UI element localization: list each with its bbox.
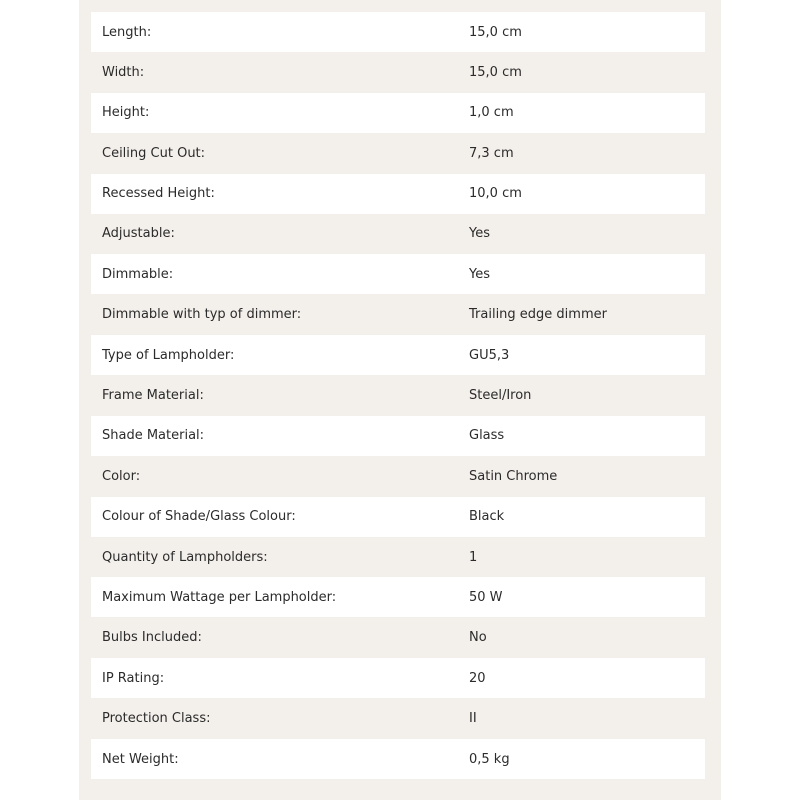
spec-label: Dimmable with typ of dimmer: <box>102 307 302 323</box>
spec-label: Dimmable: <box>102 266 174 282</box>
spec-label: Shade Material: <box>102 428 205 444</box>
spec-row-bulbs-included <box>91 618 705 658</box>
spec-row-protection-class <box>91 699 705 739</box>
spec-label: Adjustable: <box>102 226 175 242</box>
spec-label: Height: <box>102 105 150 121</box>
spec-label: Ceiling Cut Out: <box>102 145 206 161</box>
spec-label: Frame Material: <box>102 388 204 404</box>
spec-label: Net Weight: <box>102 751 179 767</box>
spec-label: Quantity of Lampholders: <box>102 549 268 565</box>
spec-row-length <box>91 12 705 52</box>
spec-value: 15,0 cm <box>469 64 522 80</box>
spec-row-width <box>91 52 705 92</box>
spec-value: 7,3 cm <box>469 145 514 161</box>
spec-label: Colour of Shade/Glass Colour: <box>102 509 296 525</box>
spec-value: 15,0 cm <box>469 24 522 40</box>
spec-row-lampholder-quantity <box>91 537 705 577</box>
specifications-table <box>91 12 705 779</box>
spec-label: Width: <box>102 64 145 80</box>
spec-value: Steel/Iron <box>469 388 532 404</box>
spec-label: IP Rating: <box>102 670 165 686</box>
spec-label: Color: <box>102 468 141 484</box>
spec-value: 0,5 kg <box>469 751 510 767</box>
spec-row-adjustable <box>91 214 705 254</box>
spec-label: Recessed Height: <box>102 186 215 202</box>
spec-row-lampholder-type <box>91 335 705 375</box>
spec-value: 1,0 cm <box>469 105 514 121</box>
spec-value: 20 <box>469 670 486 686</box>
spec-row-net-weight <box>91 739 705 779</box>
spec-row-ceiling-cut-out <box>91 133 705 173</box>
spec-row-shade-colour <box>91 497 705 537</box>
spec-value: Trailing edge dimmer <box>469 307 607 323</box>
spec-value: 1 <box>469 549 478 565</box>
spec-value: No <box>469 630 487 646</box>
spec-label: Bulbs Included: <box>102 630 202 646</box>
spec-value: Yes <box>469 266 490 282</box>
spec-value: Glass <box>469 428 505 444</box>
spec-label: Type of Lampholder: <box>102 347 235 363</box>
spec-label: Maximum Wattage per Lampholder: <box>102 589 337 605</box>
spec-row-ip-rating <box>91 658 705 698</box>
spec-row-max-wattage <box>91 577 705 617</box>
spec-value: Yes <box>469 226 490 242</box>
spec-label: Protection Class: <box>102 711 211 727</box>
spec-value: 50 W <box>469 589 503 605</box>
spec-value: 10,0 cm <box>469 186 522 202</box>
spec-row-dimmer-type <box>91 295 705 335</box>
spec-row-frame-material <box>91 376 705 416</box>
spec-value: Satin Chrome <box>469 468 558 484</box>
spec-value: II <box>469 711 477 727</box>
spec-row-recessed-height <box>91 174 705 214</box>
spec-row-dimmable <box>91 254 705 294</box>
spec-row-shade-material <box>91 416 705 456</box>
spec-label: Length: <box>102 24 152 40</box>
spec-value: GU5,3 <box>469 347 510 363</box>
spec-row-height <box>91 93 705 133</box>
spec-value: Black <box>469 509 505 525</box>
spec-row-color <box>91 456 705 496</box>
